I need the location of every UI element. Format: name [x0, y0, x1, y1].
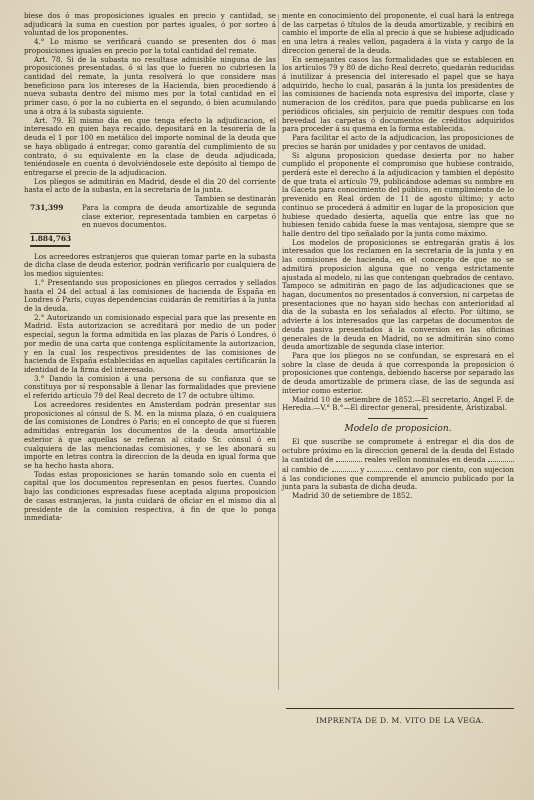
paragraph: Los acreedores residentes en Amsterdam podrán presentar sus proposiciones al cónsul de S. M. en la misma plaza, ó en cualquiera de las comisiones de Londres ó Paris; en el concepto de que si fueren admitidas entregarán los documentos de la deuda amortizable esterior á que aquellas se refieran al citado Sr. cónsul ó en cualquiera de las mencionadas comisiones, y se les abonará su importe en letras contra la direccion de la deuda en igual forma que se ha hecho hasta ahora. — [24, 399, 276, 470]
paragraph: Los pliegos se admitirán en Madrid, desde el dia 20 del corriente hasta el acto de la subasta, en la secretaría de la junta. — [24, 176, 276, 195]
amount-line — [24, 204, 276, 230]
paragraph: Todas estas proposiciones se harán tomando solo en cuenta el capital que los documentos representan en pesos fuertes. Cuando bajo las condiciones espresadas fuese aceptada alguna proposicion de casas estranjeras, la junta cuidará de oficiar en el mismo dia al presidente de la comision respectiva, á fin de que lo ponga inmediata- — [24, 469, 276, 523]
model-date: Madrid 30 de setiembre de 1852. — [292, 491, 413, 501]
right-column — [282, 12, 514, 501]
blank-field — [367, 465, 393, 472]
paragraph: Tambien se destinarán — [194, 194, 276, 204]
paragraph: mente en conocimiento del proponente, el cual hará la entrega de las carpetas ó títulos de la deuda amortizable, y recibirá en cambio el importe de ella al precio á que se hubiese adjudicado en una letra á reales vellon, pagadera á la vista y cargo de la direccion general de la deuda. — [282, 11, 514, 55]
amount-value: 731,399 — [30, 202, 64, 212]
section-heading: Modelo de proposicion. — [344, 424, 452, 435]
paragraph: Los acreedores estranjeros que quieran tomar parte en la subasta de dicha clase de deuda esterior, podrán verificarlo por cualquiera de los medios siguientes: — [24, 251, 276, 279]
paragraph: 4.° Lo mismo se verificará cuando se presenten dos ó mas proposiciones iguales en precio por la total cantidad del remate. — [24, 37, 276, 55]
blank-field — [332, 465, 358, 472]
imprint-rule — [286, 708, 514, 709]
model-text: centavo — [395, 464, 424, 474]
paragraph: Los modelos de proposiciones se entregarán gratis á los interesados que los reclamen en la secretaría de la junta y en las comisiones de hacienda, en el concepto de que no se admitirá proposicion alguna que no venga estrictamente ajustada al modelo, ni las que contengan quebrados de centavo. Tampoco se admitirán en pago de las adjudicaciones que se hagan, documentos no presentados á conversion, ni carpetas de presentaciones que no hayan sido hechas con anterioridad al dia de la subasta en los señalados al efecto. Por último, se advierte á los interesados que las carpetas de documentos de deuda pasiva presentados á la conversion en las oficinas generales de la deuda en Madrid, no se admitirán sino como deuda amortizable de segunda clase interior. — [282, 237, 514, 352]
model-text: al cambio de — [282, 464, 329, 474]
left-column — [24, 12, 276, 523]
paragraph: Art. 78. Si de la subasta no resultase admisible ninguna de las proposiciones presentadas, ó si las que lo fueren no cubriesen la cantidad del remate, la junta resolverá lo que considere mas beneficioso para los intereses de la Hacienda, bien procediendo á nueva subasta dentro del mismo mes por la total cantidad en el primer caso, ó por la no cubierta en el segundo, ó bien acumulando una á otra á la subasta siguiente. — [24, 54, 276, 116]
paragraph: biese dos ó mas proposiciones iguales en precio y cantidad, se adjudicará la suma en cuestion por partes iguales, ó por sorteo á voluntad de los proponentes. — [24, 11, 276, 38]
paragraph: En semejantes casos las formalidades que se establecen en los artículos 79 y 80 de dicho Real decreto, quedarán reducidas á inutilizar á presencia del interesado el papel que se haya adquirido, hecho lo cual, pasarán á la junta los presidentes de las comisiones de hacienda nota espresiva del importe, clase y numeracion de los créditos, para que pueda publicarse en los periódicos oficiales, sin perjuicio de remitir despues con toda brevedad las carpetas ó documentos de créditos adquiridos para proceder á su quema en la forma establecida. — [282, 54, 514, 134]
paragraph: Art. 79. El mismo dia en que tenga efecto la adjudicacion, el interesado en quien haya recaido, depositará en la tesorería de la deuda el 1 por 100 en metálico del importe nominal de la deuda que se haya obligado á entregar, como garantía del cumplimiento de su contrato, ó su equivalente en la clase de deuda adjudicada, teniéndosele en cuenta ó devolviéndosele este depósito al tiempo de entregarse el precio de la adjudicacion. — [24, 115, 276, 177]
paragraph: Para la compra de deuda amortizable de segunda clase exterior, representada tambien en carpetas ó en nuevos documentos. — [82, 202, 276, 230]
imprint: IMPRENTA DE D. M. VITO DE LA VEGA. — [316, 716, 484, 725]
paragraph: 3.° Dando la comision á una persona de su confianza que se constituya por sí responsable á llenar las formalidades que previene el referido artículo 79 del Real decreto de 17 de octubre último. — [24, 373, 276, 401]
signature-line: Madrid 10 de setiembre de 1852.—El secretario, Angel F. de Heredia.—V.° B.°—El director general, presidente, Aristizabal. — [282, 394, 514, 413]
model-text: por ciento, con sujecion á las condiciones que comprende el anuncio publicado por la junta para la subasta de dicha deuda. — [282, 464, 514, 492]
paragraph: 2.° Autorizando un comisionado especial para que las presente en Madrid. Esta autorizacion se acreditará por medio de un poder especial, segun la forma admitida en las plazas de Paris ó Londres, ó por medio de una carta que contenga esplícitamente la autorizacion, y en la cual los respectivos presidentes de las comisiones de hacienda de España establecidas en aquellas capitales certificarán la identidad de la firma del interesado. — [24, 312, 276, 375]
total-rule — [30, 245, 70, 247]
model-text: El que suscribe se compromete á entregar el dia dos de octubre próximo en la direccion general de la deuda del Estado la cantidad de — [282, 436, 514, 465]
model-text: y — [360, 464, 365, 474]
section-rule — [368, 418, 428, 419]
blank-field — [336, 455, 362, 462]
blank-field — [488, 455, 514, 462]
paragraph: Si alguna proposicion quedase desierta por no haber cumplido el proponente el compromiso que hubiese contraido, perderá este el derecho á la adjudicacion y tambien el depósito de que trata el artículo 79, publicándose ademas su nombre en la Gaceta para conocimiento del público, en cumplimiento de lo prevenido en Real órden de 11 de agosto último; y acto continuo se procederá á admitir en lugar de la proposicion que hubiese quedado desierta, aquella que entre las que no hubiesen tenido cabida fuese la mas ventajosa, siempre que se halle dentro del tipo señalado por la junta como máximo. — [282, 150, 514, 238]
model-paragraph — [282, 438, 514, 492]
paragraph: Para facilitar el acto de la adjudicacion, las proposiciones de precios se harán por unidades y por centavos de unidad. — [282, 133, 514, 151]
total-value: 1.884,763 — [30, 233, 72, 243]
paragraph: Para que los pliegos no se confundan, se espresará en el sobre la clase de deuda á que corresponda la proposicion ó proposiciones que contenga, debiendo hacerse por separado las de deuda amortizable de primera clase, de las de segunda así interior como esterior. — [282, 351, 514, 395]
paragraph: 1.° Presentando sus proposiciones en pliegos cerrados y sellados hasta el 24 del actual á las comisiones de hacienda de España en Londres ó Paris, cuyas dependencias cuidarán de remitirlas á la junta de la deuda. — [24, 277, 276, 313]
column-divider — [278, 14, 279, 690]
model-text: reales vellon nominales en deuda — [364, 455, 486, 465]
